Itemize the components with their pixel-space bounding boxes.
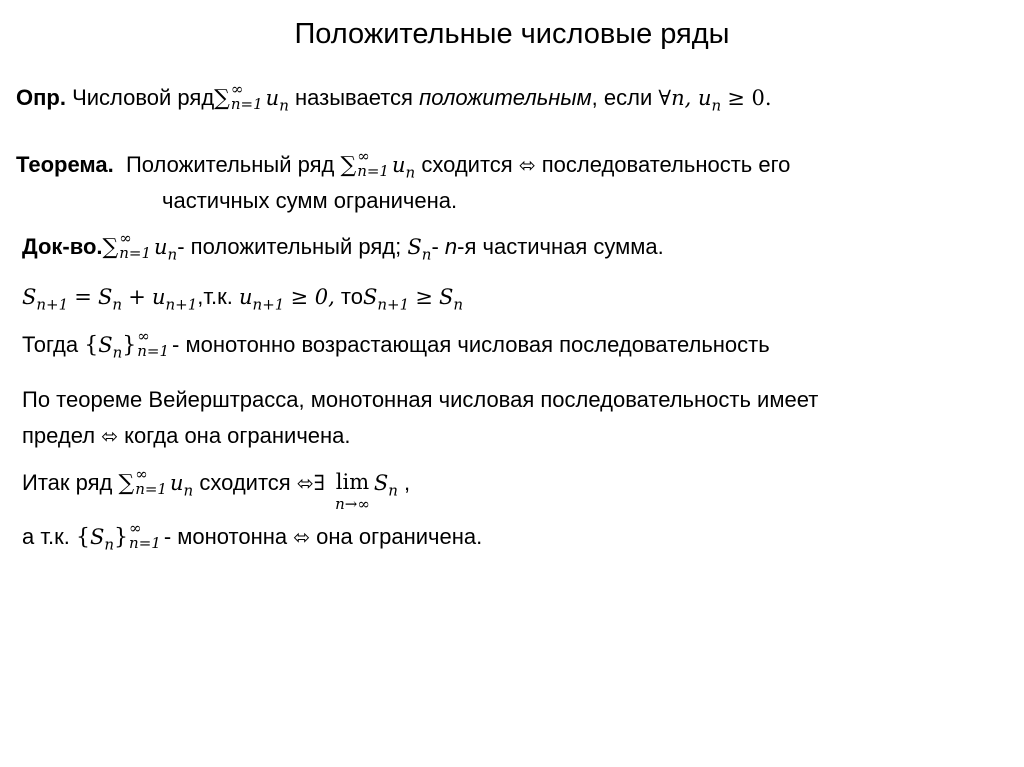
- term-sub: n: [183, 481, 194, 500]
- u-n1-second-sub: n+1: [252, 295, 285, 314]
- proof-text-3: -я частичная сумма.: [457, 234, 664, 259]
- sequence-s: S: [98, 333, 113, 357]
- theorem-line-1: [16, 147, 791, 182]
- term-sub: n: [405, 163, 416, 182]
- monotone-text-1: Тогда: [22, 332, 79, 357]
- definition-text-1: Числовой ряд: [72, 85, 215, 110]
- final-line: [22, 519, 483, 554]
- s-n-sub: n: [112, 295, 123, 314]
- sum-symbol: ∑: [340, 153, 357, 178]
- equals-sign: =: [74, 285, 92, 309]
- s-n: S: [98, 285, 113, 309]
- limit: [335, 468, 370, 512]
- sum-upper: ∞: [357, 147, 370, 166]
- recurrence-line: [22, 282, 463, 312]
- sum-limits: [357, 149, 389, 179]
- definition-label: Опр.: [16, 85, 66, 110]
- monotone-line: [22, 327, 770, 362]
- definition-condition-end: ≥ 0.: [727, 86, 772, 110]
- sum-limits: [231, 82, 263, 112]
- term-u: u: [169, 471, 184, 495]
- conclusion-line: [22, 465, 411, 513]
- sequence-lower: n=1: [129, 534, 161, 553]
- term-u: u: [154, 235, 168, 259]
- sequence-upper: ∞: [129, 519, 142, 538]
- weierstrass-line-1: [22, 385, 818, 415]
- theorem-label: Теорема.: [16, 152, 114, 177]
- u-n1-second: u: [239, 285, 253, 309]
- theorem-text-4: частичных сумм ограничена.: [162, 188, 458, 213]
- definition-condition-sub: n: [711, 96, 722, 115]
- iff-arrow-icon: ⬄: [296, 471, 314, 495]
- sum-upper: ∞: [119, 229, 132, 248]
- limit-s-sub: n: [388, 481, 398, 500]
- iff-arrow-icon: ⬄: [293, 525, 311, 549]
- weierstrass-text-1: предел: [22, 423, 96, 448]
- conclusion-comma: ,: [404, 470, 411, 495]
- final-text-3: она ограничена.: [316, 524, 483, 549]
- ge-zero: ≥ 0,: [290, 285, 335, 309]
- sum-upper: ∞: [230, 80, 244, 99]
- sequence-s-sub: n: [112, 343, 123, 362]
- partial-sum-s: S: [407, 235, 422, 259]
- definition-line: [16, 80, 772, 115]
- sequence-limits: [129, 521, 161, 551]
- recurrence-tk: ,т.к.: [197, 284, 233, 309]
- weierstrass-line-2: [22, 421, 351, 451]
- definition-condition: ∀n, u: [658, 86, 712, 110]
- proof-n: n: [444, 234, 458, 259]
- u-n1-sub: n+1: [165, 295, 198, 314]
- definition-text-2: называется: [295, 85, 413, 110]
- iff-arrow-icon: ⬄: [518, 153, 536, 177]
- limit-s: S: [373, 471, 389, 495]
- weierstrass-text-line1: По теореме Вейерштрасса, монотонная числовая последовательность имеет: [22, 387, 819, 412]
- s-n1-sub: n+1: [36, 295, 69, 314]
- sum-lower: n=1: [119, 244, 152, 263]
- slide-title: Положительные числовые ряды: [294, 18, 730, 50]
- term-u: u: [265, 86, 280, 110]
- sum-symbol: ∑: [118, 471, 135, 496]
- lim-under: n→∞: [335, 495, 370, 513]
- theorem-line-2: [162, 186, 457, 216]
- sum-limits: [135, 467, 167, 497]
- brace-open: {: [75, 525, 90, 550]
- s-n1-second-sub: n+1: [377, 295, 410, 314]
- monotone-text-2: - монотонно возрастающая числовая последовательность: [172, 332, 770, 357]
- s-n-second-sub: n: [453, 295, 464, 314]
- final-text-1: а т.к.: [22, 524, 70, 549]
- definition-emphasis: положительным: [419, 85, 592, 110]
- theorem-text-3: последовательность его: [541, 152, 791, 177]
- sequence-s-sub: n: [104, 535, 115, 554]
- brace-close: }: [122, 333, 137, 358]
- sum-lower: n=1: [135, 480, 167, 499]
- sum-symbol: ∑: [102, 235, 119, 260]
- iff-arrow-icon: ⬄: [101, 424, 118, 448]
- term-sub: n: [167, 245, 178, 264]
- weierstrass-text-2: когда она ограничена.: [124, 423, 351, 448]
- s-n1: S: [22, 285, 37, 309]
- term-u: u: [391, 153, 406, 177]
- exists-symbol: ∃: [313, 471, 325, 495]
- theorem-text-2: сходится: [421, 152, 513, 177]
- ge-sign: ≥: [415, 285, 433, 309]
- proof-line: [22, 229, 664, 264]
- s-n-second: S: [438, 285, 454, 309]
- definition-text-3: , если: [591, 85, 653, 110]
- sequence-lower: n=1: [137, 342, 170, 361]
- brace-open: {: [84, 333, 99, 358]
- theorem-text-1: Положительный ряд: [125, 152, 335, 177]
- term-sub: n: [279, 96, 289, 115]
- sequence-upper: ∞: [137, 327, 150, 346]
- sequence-s: S: [89, 525, 105, 549]
- plus-sign: +: [128, 285, 146, 309]
- lim-word: lim: [335, 470, 370, 494]
- sum-lower: n=1: [357, 162, 389, 181]
- sum-limits: [119, 231, 151, 261]
- s-n1-second: S: [362, 285, 378, 309]
- conclusion-text-1: Итак ряд: [22, 470, 113, 495]
- conclusion-text-2: сходится: [199, 470, 291, 495]
- proof-text-2: -: [431, 234, 439, 259]
- partial-sum-sub: n: [421, 245, 432, 264]
- sum-symbol: ∑: [214, 86, 230, 111]
- sum-lower: n=1: [230, 95, 263, 114]
- recurrence-to: то: [340, 284, 363, 309]
- u-n1: u: [151, 285, 166, 309]
- final-text-2: - монотонна: [163, 524, 288, 549]
- sum-upper: ∞: [135, 465, 148, 484]
- proof-text-1: - положительный ряд;: [177, 234, 402, 259]
- sequence-limits: [137, 329, 169, 359]
- brace-close: }: [114, 525, 129, 550]
- proof-label: Док-во.: [22, 234, 103, 259]
